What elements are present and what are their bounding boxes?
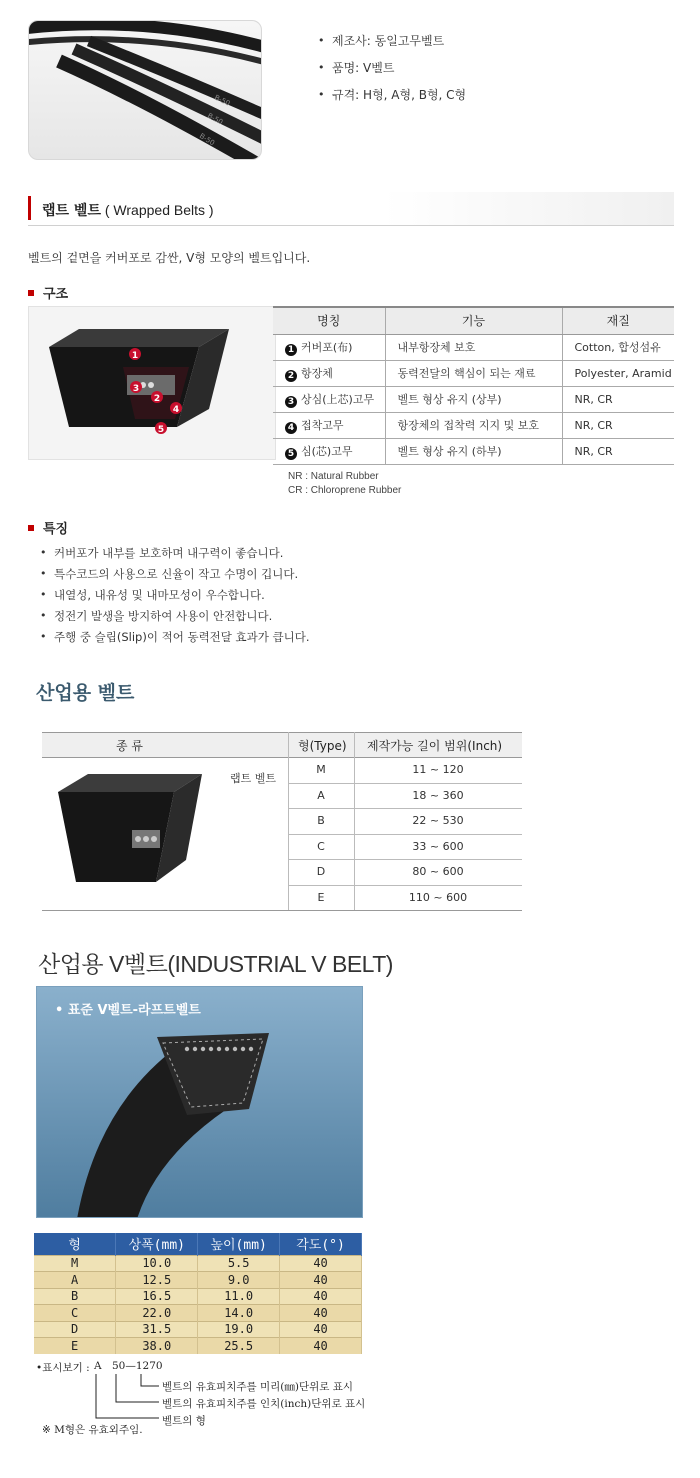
row-type: M (316, 763, 326, 776)
title-en: ( Wrapped Belts ) (100, 202, 214, 218)
table-row (288, 758, 522, 784)
col-kind: 종 류 (116, 739, 143, 753)
list-item: • 정전기 발생을 방지하여 사용이 안전합니다. (40, 607, 310, 628)
cell-height: 25.5 (198, 1338, 280, 1355)
spec-product: • 품명: V벨트 (318, 59, 466, 86)
cell-width: 12.5 (116, 1272, 198, 1289)
structure-heading-text: 구조 (43, 287, 69, 302)
features-heading-text: 특징 (43, 522, 69, 537)
legend-prefix: •표시보기 : (36, 1362, 90, 1374)
row-type: C (317, 839, 325, 853)
wrapped-description: 벨트의 겉면을 커버포로 감싼, V형 모양의 벨트입니다. (28, 251, 311, 265)
number-badge-icon: 2 (285, 370, 297, 382)
cell-type: C (34, 1305, 116, 1322)
part-function: 항장체의 접착력 지지 및 보호 (385, 412, 562, 438)
cell-width: 31.5 (116, 1321, 198, 1338)
diagram-num-3: 3 (132, 384, 140, 394)
cell-height: 11.0 (198, 1288, 280, 1305)
number-badge-icon: 4 (285, 422, 297, 434)
structure-heading (28, 283, 68, 302)
col-type: 형(Type) (298, 739, 347, 753)
row-type: E (317, 890, 325, 904)
cell-height: 9.0 (198, 1272, 280, 1289)
row-name (273, 360, 385, 386)
belt-print-3: B-50 (197, 131, 216, 148)
vbelt-image (36, 986, 363, 1218)
section-title (42, 200, 214, 220)
col-material: 재질 (562, 307, 674, 334)
industrial-title: 산업용 벨트 (36, 682, 135, 704)
number-badge-icon: 5 (285, 448, 297, 460)
cell-width: 22.0 (116, 1305, 198, 1322)
vbelt-dimension-table (34, 1233, 362, 1354)
col-range: 제작가능 길이 범위(Inch) (367, 739, 503, 753)
part-function: 내부항장체 보호 (385, 334, 562, 360)
belt-structure-diagram (28, 306, 276, 460)
vbelt-image-label: • 표준 V벨트-라프트벨트 (55, 1003, 201, 1018)
part-function: 벨트 형상 유지 (상부) (385, 386, 562, 412)
table-row (288, 886, 522, 912)
part-name: 상심(上芯)고무 (301, 392, 375, 406)
number-badge-icon: 3 (285, 396, 297, 408)
row-name (273, 334, 385, 360)
table-row (288, 784, 522, 810)
cell-angle: 40 (280, 1272, 362, 1289)
legend-note: ※ M형은 유효외주임. (42, 1424, 143, 1436)
list-item: • 내열성, 내유성 및 내마모성이 우수합니다. (40, 586, 310, 607)
legend-line-mm: 벨트의 유효피치주를 미리(㎜)단위로 표시 (162, 1381, 353, 1393)
row-range: 11 ~ 120 (412, 763, 464, 776)
part-name: 심(芯)고무 (301, 444, 353, 458)
cell-type: D (34, 1321, 116, 1338)
part-material: Polyester, Aramid (562, 360, 674, 386)
cell-type: E (34, 1338, 116, 1355)
cell-height: 5.5 (198, 1255, 280, 1272)
legend-line-inch: 벨트의 유효피치주를 인치(inch)단위로 표시 (162, 1398, 366, 1410)
col-name: 명칭 (273, 307, 385, 334)
table-row (288, 860, 522, 886)
section-header-wrapped-belts (28, 192, 674, 226)
table-row (273, 412, 674, 438)
cell-angle: 40 (280, 1305, 362, 1322)
cell-type: A (34, 1272, 116, 1289)
spec-size: • 규격: H형, A형, B형, C형 (318, 86, 466, 113)
spec-list (318, 32, 466, 113)
table-row (288, 809, 522, 835)
accent-bar (28, 196, 31, 220)
dim-table-header (34, 1233, 362, 1255)
spec-maker: • 제조사: 동일고무벨트 (318, 32, 466, 59)
features-heading (28, 518, 68, 537)
number-badge-icon: 1 (285, 344, 297, 356)
cell-width: 10.0 (116, 1255, 198, 1272)
part-material: NR, CR (562, 386, 674, 412)
row-range: 33 ~ 600 (412, 839, 464, 853)
table-row (288, 835, 522, 861)
structure-table-header (273, 307, 674, 334)
row-type: A (317, 788, 325, 802)
diagram-num-4: 4 (172, 405, 180, 415)
cell-type: B (34, 1288, 116, 1305)
col-height: 높이(mm) (198, 1233, 280, 1255)
list-item: • 커버포가 내부를 보호하며 내구력이 좋습니다. (40, 544, 310, 565)
diagram-num-1: 1 (131, 351, 139, 361)
table-row (273, 438, 674, 464)
legend-line-type: 벨트의 형 (162, 1415, 206, 1427)
row-range: 80 ~ 600 (412, 865, 464, 878)
part-material: NR, CR (562, 412, 674, 438)
cell-angle: 40 (280, 1288, 362, 1305)
row-range: 18 ~ 360 (412, 788, 464, 802)
material-notes (288, 470, 401, 498)
table-row (273, 360, 674, 386)
row-type: D (316, 865, 326, 878)
cell-height: 19.0 (198, 1321, 280, 1338)
title-ko: 랩트 벨트 (42, 203, 101, 219)
part-name: 커버포(布) (301, 340, 353, 354)
row-name (273, 412, 385, 438)
square-bullet-icon (28, 525, 34, 531)
cell-angle: 40 (280, 1321, 362, 1338)
cell-width: 38.0 (116, 1338, 198, 1355)
part-name: 접착고무 (301, 418, 344, 432)
table-row (273, 334, 674, 360)
belt-print-1: B-50 (213, 93, 232, 108)
table-row (34, 1305, 362, 1322)
legend-value: 50—1270 (112, 1360, 163, 1372)
industrial-table-header (42, 732, 522, 758)
kind-label: 랩트 벨트 (230, 772, 277, 785)
list-item: • 특수코드의 사용으로 신율이 작고 수명이 깁니다. (40, 565, 310, 586)
table-bottom-rule (42, 910, 522, 911)
cell-height: 14.0 (198, 1305, 280, 1322)
note-nr: NR : Natural Rubber (288, 471, 379, 482)
part-function: 동력전달의 핵심이 되는 재료 (385, 360, 562, 386)
structure-table (273, 306, 674, 465)
row-name (273, 438, 385, 464)
diagram-num-5: 5 (157, 425, 165, 435)
belt-print-2: B-50 (206, 111, 225, 127)
part-material: Cotton, 합성섬유 (562, 334, 674, 360)
note-cr: CR : Chloroprene Rubber (288, 485, 402, 496)
square-bullet-icon (28, 290, 34, 296)
cell-width: 16.5 (116, 1288, 198, 1305)
cell-type: M (34, 1255, 116, 1272)
cell-angle: 40 (280, 1338, 362, 1355)
row-type: B (317, 814, 325, 827)
legend-connector-lines (91, 1374, 161, 1424)
part-function: 벨트 형상 유지 (하부) (385, 438, 562, 464)
cell-angle: 40 (280, 1255, 362, 1272)
col-type: 형 (34, 1233, 116, 1255)
row-range: 110 ~ 600 (408, 890, 468, 904)
features-list (40, 544, 310, 649)
table-row (273, 386, 674, 412)
legend-type: A (94, 1360, 102, 1372)
col-width: 상폭(mm) (116, 1233, 198, 1255)
row-range: 22 ~ 530 (412, 814, 464, 827)
product-photo (28, 20, 262, 160)
vbelt-title: 산업용 V벨트(INDUSTRIAL V BELT) (38, 951, 393, 977)
table-row (34, 1272, 362, 1289)
part-material: NR, CR (562, 438, 674, 464)
diagram-num-2: 2 (153, 394, 161, 404)
table-row (34, 1321, 362, 1338)
table-row (34, 1288, 362, 1305)
col-angle: 각도(°) (280, 1233, 362, 1255)
list-item: • 주행 중 슬립(Slip)이 적어 동력전달 효과가 큽니다. (40, 628, 310, 649)
marking-legend (36, 1360, 366, 1440)
row-name (273, 386, 385, 412)
table-row (34, 1338, 362, 1355)
part-name: 항장체 (301, 366, 333, 380)
table-row (34, 1255, 362, 1272)
col-function: 기능 (385, 307, 562, 334)
